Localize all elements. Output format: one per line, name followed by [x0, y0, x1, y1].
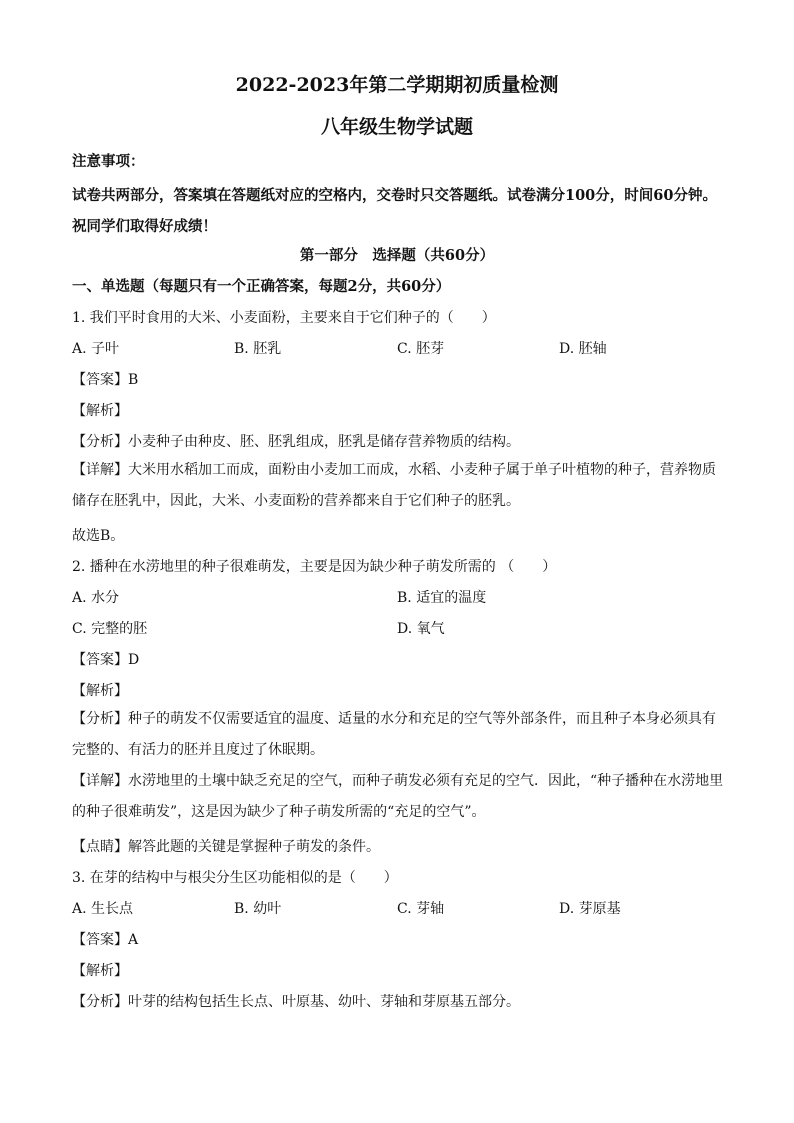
q1-answer: 【答案】B — [72, 372, 139, 388]
q2-option-b: B. 适宜的温度 — [397, 590, 487, 606]
exam-title: 2022-2023年第二学期期初质量检测 — [235, 74, 559, 96]
q2-analysis-label: 【解析】 — [72, 683, 128, 699]
q3-answer: 【答案】A — [72, 932, 139, 948]
q1-xiangjie: 【详解】大米用水稻加工而成，面粉由小麦加工而成，水稻、小麦种子属于单子叶植物的种子，营养物质储存在胚乳中，因此，大米、小麦面粉的营养都来自于它们种子的胚乳。 — [72, 462, 716, 509]
q2-option-c: C. 完整的胚 — [72, 621, 148, 637]
exam-subtitle: 八年级生物学试题 — [320, 116, 473, 138]
q3-option-c: C. 芽轴 — [397, 901, 445, 917]
q2-fenxi: 【分析】种子的萌发不仅需要适宜的温度、适量的水分和充足的空气等外部条件，而且种子本身必须具有完整的、有活力的胚并且度过了休眠期。 — [72, 711, 716, 758]
q3-stem: 3. 在芽的结构中与根尖分生区功能相似的是（ ） — [72, 870, 398, 886]
q1-option-a: A. 子叶 — [72, 341, 120, 357]
q1-option-d: D. 胚轴 — [559, 341, 607, 357]
section-title: 第一部分 选择题（共60分） — [299, 247, 495, 264]
q3-analysis-label: 【解析】 — [72, 963, 128, 979]
q3-option-b: B. 幼叶 — [234, 901, 282, 917]
q1-fenxi: 【分析】小麦种子由种皮、胚、胚乳组成，胚乳是储存营养物质的结构。 — [72, 434, 520, 450]
q1-conclusion: 故选B。 — [72, 528, 125, 544]
section-heading: 一、单选题（每题只有一个正确答案，每题2分，共60分） — [72, 278, 451, 295]
q1-analysis-label: 【解析】 — [72, 403, 128, 419]
q3-fenxi: 【分析】叶芽的结构包括生长点、叶原基、幼叶、芽轴和芽原基五部分。 — [72, 994, 520, 1010]
q2-stem: 2. 播种在水涝地里的种子很难萌发，主要是因为缺少种子萌发所需的 （ ） — [72, 559, 557, 575]
q3-option-d: D. 芽原基 — [559, 901, 621, 917]
notice-text: 试卷共两部分，答案填在答题纸对应的空格内，交卷时只交答题纸。试卷满分100分，时间60分钟。祝同学们取得好成绩！ — [72, 187, 717, 235]
q2-dianjing: 【点睛】解答此题的关键是掌握种子萌发的条件。 — [72, 839, 380, 855]
q2-answer: 【答案】D — [72, 652, 140, 668]
q1-option-c: C. 胚芽 — [397, 341, 445, 357]
q2-option-d: D. 氧气 — [397, 621, 445, 637]
q1-option-b: B. 胚乳 — [234, 341, 282, 357]
q2-xiangjie: 【详解】水涝地里的土壤中缺乏充足的空气，而种子萌发必须有充足的空气．因此，“种子播种在水涝地里的种子很难萌发”，这是因为缺少了种子萌发所需的“充足的空气”。 — [72, 773, 724, 820]
q3-option-a: A. 生长点 — [72, 901, 134, 917]
q1-stem: 1. 我们平时食用的大米、小麦面粉，主要来自于它们种子的（ ） — [72, 310, 496, 326]
q2-option-a: A. 水分 — [72, 590, 120, 606]
notice-label: 注意事项： — [72, 153, 145, 170]
